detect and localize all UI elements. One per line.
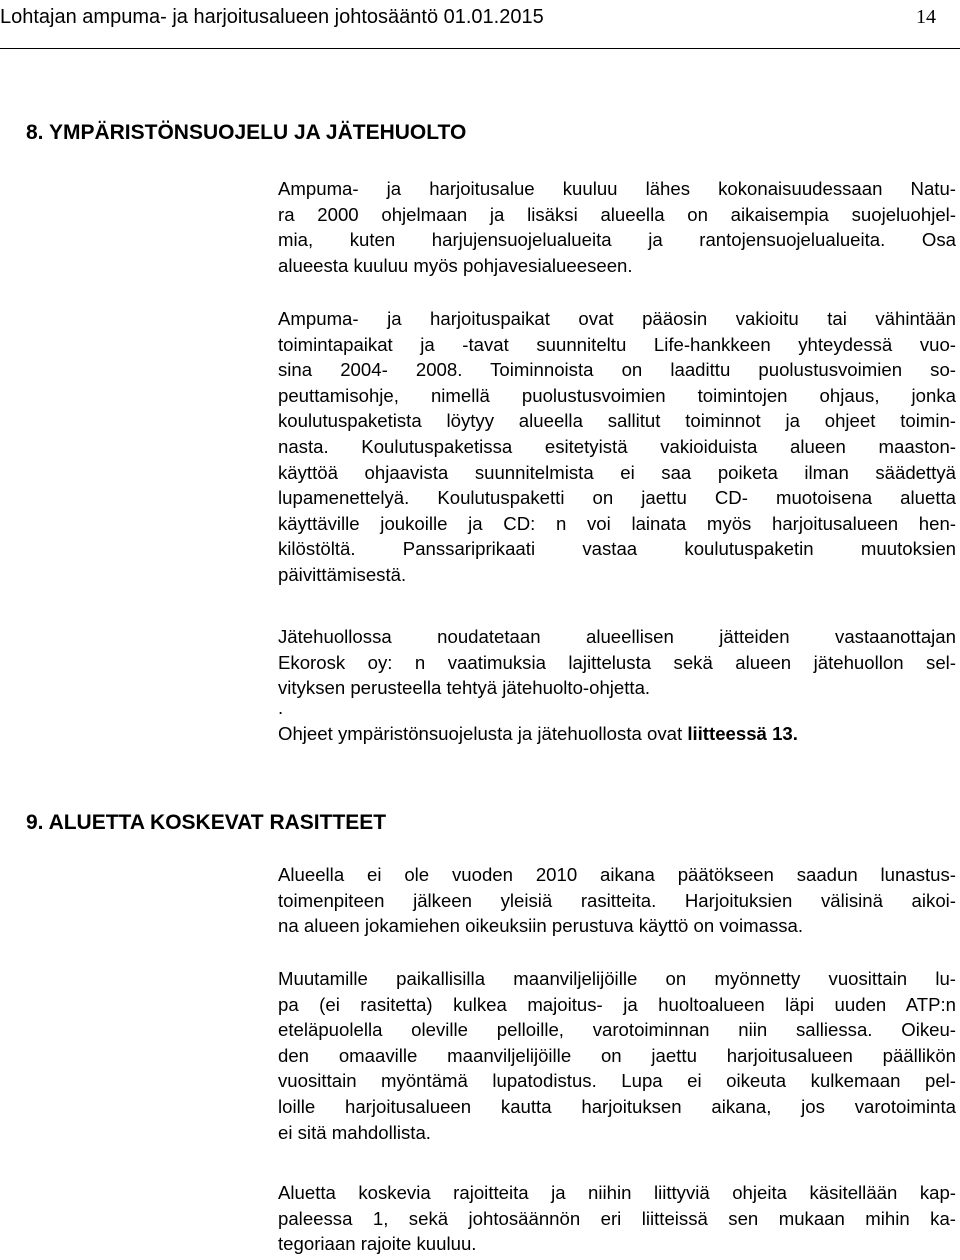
text-line: toimenpiteen jälkeen yleisiä rasitteita. Harjoituksien välisinä aikoi- xyxy=(278,889,956,911)
text-line: ei sitä mahdollista. xyxy=(278,1121,431,1143)
text-line: kilöstöltä. Panssariprikaati vastaa koulutuspaketin muutoksien xyxy=(278,538,956,560)
text-line: Ampuma- ja harjoituspaikat ovat pääosin vakioitu tai vähintään xyxy=(278,308,956,329)
section-9-paragraph-3 xyxy=(278,1180,956,1257)
text-line: lupamenettelyä. Koulutuspaketti on jaettu CD- muotoisena aluetta xyxy=(278,487,956,509)
text-line: päivittämisestä. xyxy=(278,563,407,585)
text-line: . xyxy=(278,696,284,718)
text-line: vuosittain myöntämä lupatodistus. Lupa ei oikeuta kulkemaan pel- xyxy=(278,1070,956,1092)
text-line: käyttöä ohjaavista suunnitelmista ei saa poiketa ilman säädettyä xyxy=(278,461,956,483)
section-9-paragraph-1 xyxy=(278,862,956,939)
text-line: paleessa 1, sekä johtosäännön eri liitteissä sen mukaan mihin ka- xyxy=(278,1207,956,1229)
attachment-reference xyxy=(278,721,956,747)
text-line: Muutamille paikallisilla maanviljelijöille on myönnetty vuosittain lu- xyxy=(278,968,956,989)
text-line: toimintapaikat ja -tavat suunniteltu Life-hankkeen yhteydessä vuo- xyxy=(278,333,956,355)
attachment-reference-text: Ohjeet ympäristönsuojelusta ja jätehuollosta ovat xyxy=(278,722,688,744)
document-title: Lohtajan ampuma- ja harjoitusalueen johtosääntö 01.01.2015 xyxy=(0,6,544,28)
text-line: tegoriaan rajoite kuuluu. xyxy=(278,1233,477,1255)
section-9-heading: 9. ALUETTA KOSKEVAT RASITTEET xyxy=(26,811,387,834)
text-line: eteläpuolella oleville pelloille, varotoiminnan niin salliessa. Oikeu- xyxy=(278,1019,956,1041)
text-line: Aluetta koskevia rajoitteita ja niihin liittyviä ohjeita käsitellään kap- xyxy=(278,1182,956,1203)
text-line: koulutuspaketista löytyy alueella sallitut toiminnot ja ohjeet toimin- xyxy=(278,410,956,432)
attachment-reference-bold: liitteessä 13. xyxy=(687,722,798,744)
text-line: pa (ei rasitetta) kulkea majoitus- ja huoltoalueen läpi uuden ATP:n xyxy=(278,993,956,1015)
section-8-paragraph-3 xyxy=(278,624,956,746)
section-9-paragraph-2 xyxy=(278,966,956,1145)
text-line: loille harjoitusalueen kautta harjoituksen aikana, jos varotoiminta xyxy=(278,1095,956,1117)
text-line: mia, kuten harjujensuojelualueita ja rantojensuojelualueita. Osa xyxy=(278,229,956,251)
text-line: peuttamisohje, nimellä puolustusvoimien toimintojen ohjaus, jonka xyxy=(278,384,956,406)
text-line: ra 2000 ohjelmaan ja lisäksi alueella on aikaisempia suojeluohjel- xyxy=(278,203,956,225)
text-line: sina 2004- 2008. Toiminnoista on laadittu puolustusvoimien so- xyxy=(278,359,956,381)
text-line: Ekorosk oy: n vaatimuksia lajittelusta sekä alueen jätehuollon sel- xyxy=(278,651,956,673)
text-line: na alueen jokamiehen oikeuksiin perustuva käyttö on voimassa. xyxy=(278,915,804,937)
text-line: Alueella ei ole vuoden 2010 aikana päätökseen saadun lunastus- xyxy=(278,864,956,885)
text-line: käyttäville joukoille ja CD: n voi lainata myös harjoitusalueen hen- xyxy=(278,512,956,534)
text-line: den omaaville maanviljelijöille on jaettu harjoitusalueen päällikön xyxy=(278,1044,956,1066)
section-8-paragraph-1 xyxy=(278,176,956,278)
text-line: Jätehuollossa noudatetaan alueellisen jätteiden vastaanottajan xyxy=(278,626,956,647)
text-line: vityksen perusteella tehtyä jätehuolto-ohjetta. xyxy=(278,677,651,699)
section-8-paragraph-2 xyxy=(278,306,956,588)
page-header xyxy=(0,0,960,49)
text-line: nasta. Koulutuspaketissa esitetyistä vakioiduista alueen maaston- xyxy=(278,435,956,457)
text-line: Ampuma- ja harjoitusalue kuuluu lähes kokonaisuudessaan Natu- xyxy=(278,178,956,199)
section-8-heading: 8. YMPÄRISTÖNSUOJELU JA JÄTEHUOLTO xyxy=(26,121,467,144)
page-number: 14 xyxy=(916,6,936,28)
text-line: alueesta kuuluu myös pohjavesialueeseen. xyxy=(278,254,633,276)
